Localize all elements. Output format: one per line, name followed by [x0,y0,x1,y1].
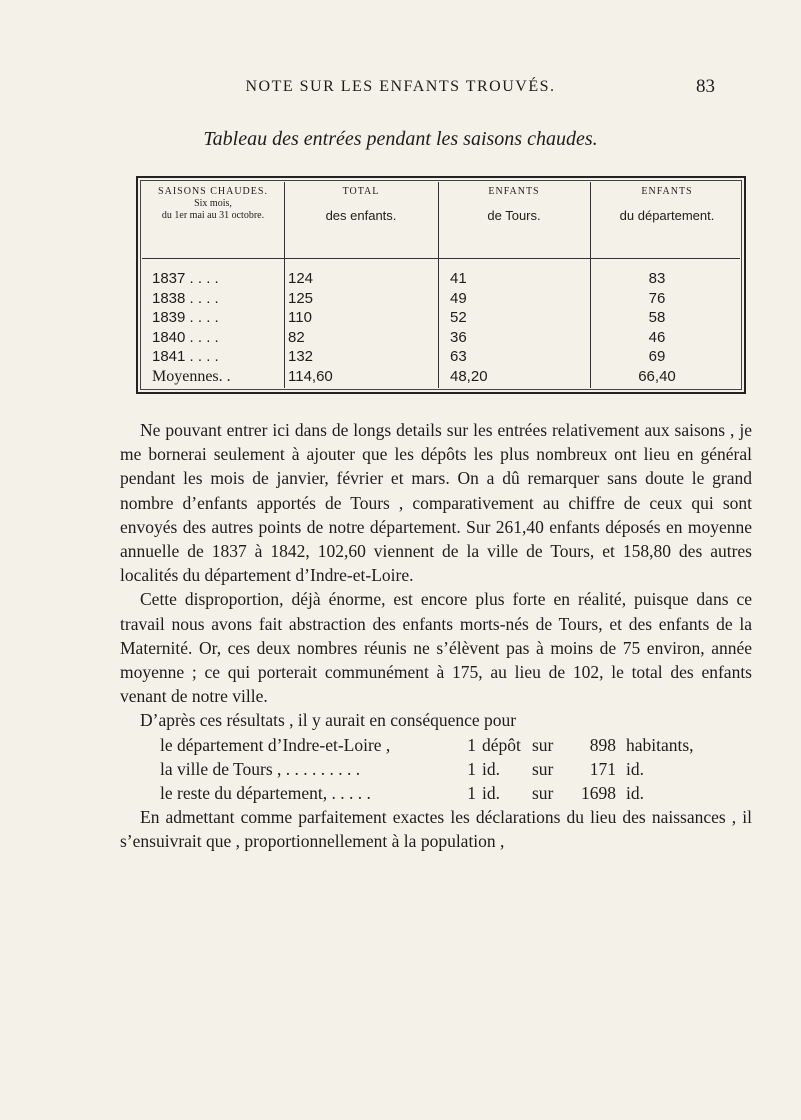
paragraph: Cette disproportion, déjà énorme, est encore plus forte en réalité, puisque dans ce travail nous avons fait abstraction des enfants morts-nés de Tours, et des enfants de la Maternité. Or, ces deux nombres réunis ne s’élèvent pas à moins de 75 environ, année moyenne ; ce qui porterait communément à 175, au lieu de 102, le total des enfants venant de notre ville. [120,589,752,707]
header-total-title: TOTAL [342,186,380,197]
row-total: 82 [288,328,305,346]
row-total: 132 [288,348,314,365]
table-row [138,270,744,290]
row-departement: 66,40 [638,367,676,385]
header-saisons-sub2: du 1er mai au 31 octobre. [161,210,265,221]
row-total: 125 [288,289,314,307]
calculation-sur: sur [532,758,554,779]
row-departement: 83 [648,270,666,287]
header-saisons-sub1: Six mois, [194,198,232,209]
header-departement [590,186,744,254]
calculation-sur: sur [532,734,554,755]
header-total-sub: des enfants. [325,208,397,223]
header-tours-title: ENFANTS [488,186,540,197]
row-tours: 41 [450,270,467,287]
calculation-intro: D’après ces résultats , il y aurait en conséquence pour [140,710,517,731]
calculation-word: dépôt [482,734,521,755]
calculation-unit: id. [626,783,644,804]
row-tours: 48,20 [450,367,488,385]
body-text [120,418,752,854]
calculation-line [120,733,752,757]
row-tours: 49 [450,289,467,307]
calculation-word: id. [482,783,500,804]
calculation-inhabitants: 1698 [581,783,616,804]
table-row [138,348,744,368]
table-title: Tableau des entrées pendant les saisons chaudes. [203,128,598,150]
row-total: 110 [288,309,312,326]
table-row [138,290,744,310]
calculation-label: la ville de Tours , . . . . . . . . . [160,758,361,779]
row-departement: 76 [648,289,666,307]
row-tours: 36 [450,328,467,346]
row-label: 1837 . . . . [152,270,219,287]
calculation-count: 1 [467,758,476,779]
calculation-count: 1 [467,734,476,755]
calculation-sur: sur [532,783,554,804]
calculation-line [120,781,752,805]
row-label: 1839 . . . . [152,309,219,326]
table-row [138,309,744,329]
paragraph: Ne pouvant entrer ici dans de longs details sur les entrées relativement aux saisons , je me bornerai seulement à ajouter que les dépôts les plus nombreux ont lieu en général pendant les mois de janvier, février et mars. On a dû remarquer sans doute le grand nombre d’enfants apportés de Tours , comparativement au chiffre de ceux qui sont envoyés des autres points de notre département. Sur 261,40 enfants déposés en moyenne annuelle de 1837 à 1842, 102,60 viennent de la ville de Tours, et 158,80 des autres localités du département d’Indre-et-Loire. [120,420,752,586]
row-label: 1840 . . . . [152,328,219,346]
row-tours: 52 [450,309,467,326]
page-number: 83 [696,76,715,97]
header-departement-title: ENFANTS [641,186,693,197]
calculation-label: le reste du département, . . . . . [160,783,371,804]
data-table [136,176,746,394]
calculation-inhabitants: 898 [589,734,616,755]
calculation-block [120,708,752,805]
row-departement: 46 [648,328,666,346]
table-row [138,329,744,349]
table-row-averages [138,368,744,388]
paragraph: En admettant comme parfaitement exactes les déclarations du lieu des naissances , il s’ensuivrait que , proportionnellement à la population , [120,807,752,852]
row-label: Moyennes. . [152,367,231,385]
row-departement: 58 [648,309,666,326]
row-label: 1838 . . . . [152,289,219,307]
calculation-unit: habitants, [626,734,694,755]
header-total [284,186,438,254]
header-tours [438,186,590,254]
row-total: 124 [288,270,314,287]
row-total: 114,60 [288,367,333,385]
header-saisons [142,186,284,254]
header-tours-sub: de Tours. [487,208,541,223]
calculation-unit: id. [626,758,644,779]
running-title: NOTE SUR LES ENFANTS TROUVÉS. [245,78,556,95]
calculation-inhabitants: 171 [589,758,616,779]
table-body [138,270,744,387]
calculation-label: le département d’Indre-et-Loire , [160,734,391,755]
header-saisons-title: SAISONS CHAUDES. [158,186,268,197]
row-departement: 69 [648,348,666,365]
header-departement-sub: du département. [619,208,715,223]
calculation-count: 1 [467,783,476,804]
calculation-line [120,757,752,781]
page-header [0,78,801,102]
calculation-word: id. [482,758,500,779]
header-divider [142,258,740,259]
row-tours: 63 [450,348,467,365]
row-label: 1841 . . . . [152,348,219,365]
